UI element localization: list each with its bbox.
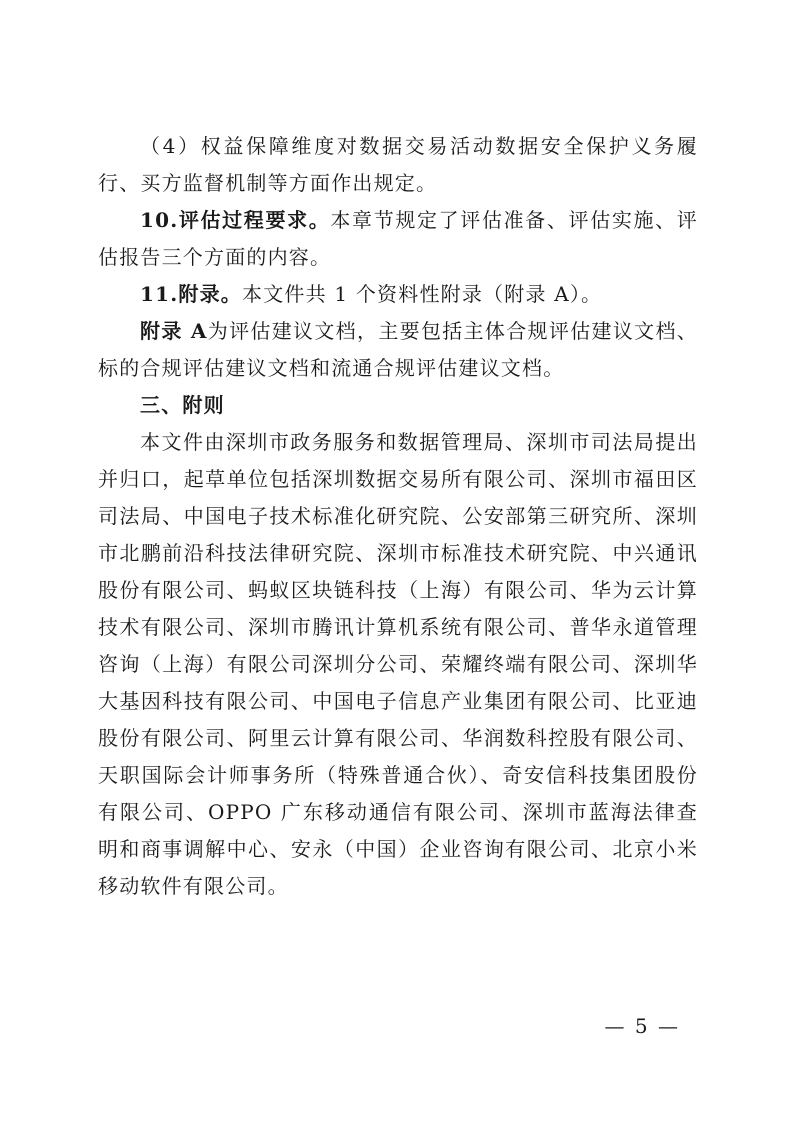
paragraph-appendix-a — [98, 313, 698, 387]
paragraph-evaluation-process-lead: 10.评估过程要求。 — [140, 208, 331, 232]
paragraph-appendix-a-lead: 附录 A — [140, 319, 208, 343]
section-heading-supplementary: 三、附则 — [140, 393, 225, 417]
paragraph-rights-protection: （4）权益保障维度对数据交易活动数据安全保护义务履行、买方监督机制等方面作出规定。 — [98, 134, 698, 195]
paragraph-appendix-a-body: 为评估建议文档，主要包括主体合规评估建议文档、标的合规评估建议文档和流通合规评估建议文档。 — [98, 319, 698, 380]
paragraph-evaluation-process-body: 本章节规定了评估准备、评估实施、评估报告三个方面的内容。 — [98, 208, 699, 269]
paragraph-appendix-section — [98, 276, 698, 313]
paragraph-appendix-section-body: 本文件共 1 个资料性附录（附录 A）。 — [242, 282, 603, 306]
page-number: — 5 — — [604, 1014, 680, 1038]
paragraph-evaluation-process — [98, 202, 698, 276]
paragraph-appendix-section-lead: 11.附录。 — [140, 282, 242, 306]
paragraph-supplementary-body: 本文件由深圳市政务服务和数据管理局、深圳市司法局提出并归口，起草单位包括深圳数据交易所有限公司、深圳市福田区司法局、中国电子技术标准化研究院、公安部第三研究所、深圳市北鹏前沿科技法律研究院、深圳市标准技术研究院、中兴通讯股份有限公司、蚂蚁区块链科技（上海）有限公司、华为云计算技术有限公司、深圳市腾讯计算机系统有限公司、普华永道管理咨询（上海）有限公司深圳分公司、荣耀终端有限公司、深圳华大基因科技有限公司、中国电子信息产业集团有限公司、比亚迪股份有限公司、阿里云计算有限公司、华润数科控股有限公司、天职国际会计师事务所（特殊普通合伙）、奇安信科技集团股份有限公司、OPPO 广东移动通信有限公司、深圳市蓝海法律查明和商事调解中心、安永（中国）企业咨询有限公司、北京小米移动软件有限公司。 — [98, 430, 698, 898]
page-body — [98, 128, 698, 905]
